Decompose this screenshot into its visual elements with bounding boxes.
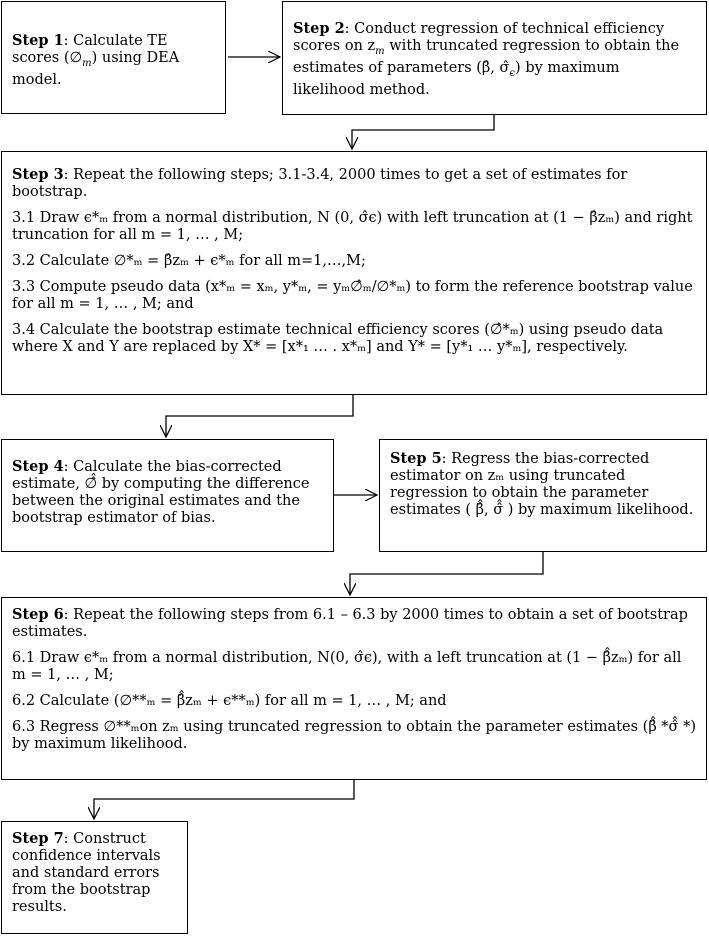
step2-label: Step 2 xyxy=(293,20,345,37)
step6-box xyxy=(1,597,707,780)
arrow-step6-to-step7 xyxy=(94,780,354,819)
step3-intro: : Repeat the following steps; 3.1-3.4, 2000 times to get a set of estimates for bootstrap. xyxy=(12,167,628,200)
step3-substep-3-4: 3.4 Calculate the bootstrap estimate technical efficiency scores (∅̂*ₘ) using pseudo data where X and Y are replaced by X* = [x*₁ … . x*ₘ] and Y* = [y*₁ … y*ₘ], respectively. xyxy=(12,322,664,355)
step1-label: Step 1 xyxy=(12,32,64,49)
step6-substep-6-3: 6.3 Regress ∅**ₘon zₘ using truncated regression to obtain the parameter estimates (β̂̂ *σ̂̂ *) by maximum likelihood. xyxy=(12,719,696,752)
step5-label: Step 5 xyxy=(390,450,442,467)
step2-text2: with truncated regression to obtain the estimates of parameters (β̂, σ̂ xyxy=(293,38,680,76)
step5-text: : Regress the bias-corrected estimator on zₘ using truncated regression to obtain the parameter estimates ( β̂̂, σ̂̂ ) by maximum likelihood. xyxy=(390,451,694,518)
step3-substep-3-1: 3.1 Draw ϵ*ₘ from a normal distribution, N (0, σ̂ϵ) with left truncation at (1 − β̂zₘ) and right truncation for all m = 1, … , M; xyxy=(12,210,693,243)
step1-sub: m xyxy=(82,57,92,69)
step2-box xyxy=(282,1,707,115)
step6-substep-6-2: 6.2 Calculate (∅**ₘ = β̂̂zₘ + ϵ**ₘ) for all m = 1, … , M; and xyxy=(12,693,447,709)
step6-substep-6-1: 6.1 Draw ϵ*ₘ from a normal distribution, N(0, σ̂ϵ), with a left truncation at (1 − β̂̂zₘ) for all m = 1, … , M; xyxy=(12,650,682,683)
step4-label: Step 4 xyxy=(12,458,64,475)
step3-substep-3-3: 3.3 Compute pseudo data (x*ₘ = xₘ, y*ₘ, = yₘ∅̂ₘ/∅*ₘ) to form the reference bootstrap value for all m = 1, … , M; and xyxy=(12,279,693,312)
step3-box xyxy=(1,151,707,395)
step2-sub: m xyxy=(375,45,385,57)
step4-box xyxy=(1,439,334,552)
step1-text: : Calculate TE scores (∅ xyxy=(12,33,168,66)
step3-label: Step 3 xyxy=(12,166,64,183)
step4-text: : Calculate the bias-corrected estimate, ∅̂̂ by computing the difference between the original estimates and the bootstrap estimator of bias. xyxy=(12,459,310,526)
step2-text: : Conduct regression of technical efficiency scores on z xyxy=(293,21,665,54)
step2-sub2: ϵ xyxy=(509,67,516,79)
step7-label: Step 7 xyxy=(12,830,64,847)
step5-box xyxy=(379,439,707,552)
step2-text3: ) by maximum likelihood method. xyxy=(293,59,620,98)
step7-text: : Construct confidence intervals and standard errors from the bootstrap results. xyxy=(12,831,161,915)
arrow-step3-to-step4 xyxy=(166,394,353,437)
step1-text2: ) using DEA model. xyxy=(12,50,180,88)
arrow-step2-to-step3 xyxy=(352,115,494,149)
step1-box xyxy=(1,1,226,114)
step6-intro: : Repeat the following steps from 6.1 – 6.3 by 2000 times to obtain a set of bootstrap estimates. xyxy=(12,607,688,640)
step7-box xyxy=(1,821,188,934)
arrow-step5-to-step6 xyxy=(350,552,543,595)
step3-substep-3-2: 3.2 Calculate ∅*ₘ = β̂zₘ + ϵ*ₘ for all m=1,…,M; xyxy=(12,253,366,269)
step6-label: Step 6 xyxy=(12,606,64,623)
